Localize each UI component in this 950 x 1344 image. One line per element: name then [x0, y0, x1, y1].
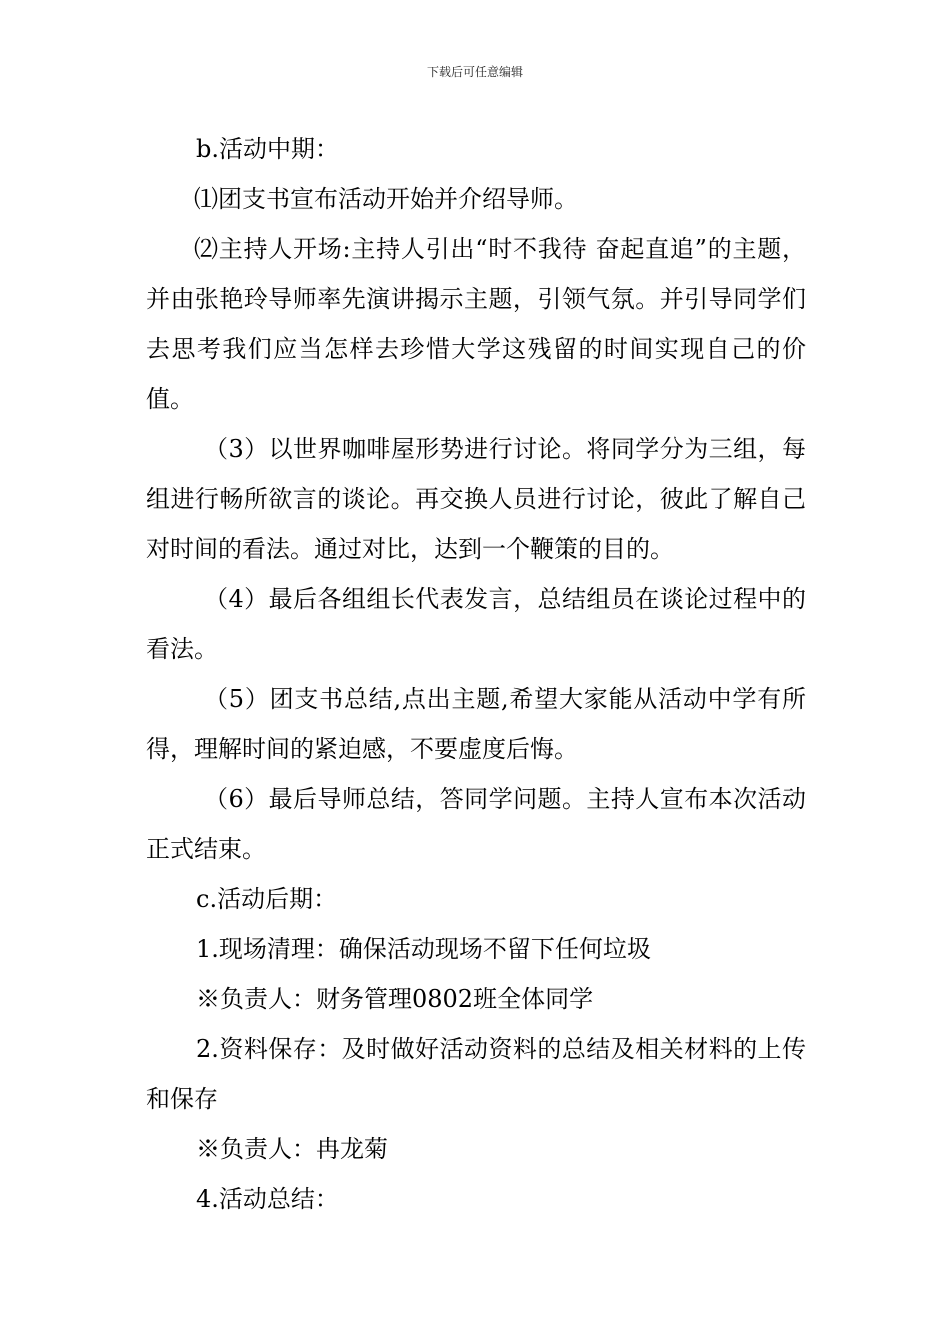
paragraph-item-1: ⑴团支书宣布活动开始并介绍导师。: [194, 185, 578, 213]
paragraph-item-4: （4）最后各组组长代表发言，总结组员在谈论过程中的看法。: [146, 585, 806, 663]
paragraph-cleanup: 1.现场清理：确保活动现场不留下任何垃圾: [196, 935, 651, 963]
paragraph-item-3: （3）以世界咖啡屋形势进行讨论。将同学分为三组，每组进行畅所欲言的谈论。再交换人员进行讨论，彼此了解自己对时间的看法。通过对比，达到一个鞭策的目的。: [146, 435, 806, 563]
paragraph-item-5: （5）团支书总结,点出主题,希望大家能从活动中学有所得，理解时间的紧迫感，不要虚度后悔。: [146, 685, 806, 763]
paragraph-archive: 2.资料保存：及时做好活动资料的总结及相关材料的上传和保存: [146, 1035, 806, 1113]
page-header: 下载后可任意编辑: [426, 65, 523, 79]
paragraph-item-6: （6）最后导师总结，答同学问题。主持人宣布本次活动正式结束。: [146, 785, 806, 863]
paragraph-archive-owner: ※负责人：冉龙菊: [196, 1135, 388, 1163]
paragraph-summary-heading: 4.活动总结：: [196, 1185, 339, 1213]
paragraph-cleanup-owner: ※负责人：财务管理0802班全体同学: [196, 985, 594, 1013]
section-heading-late: c.活动后期：: [196, 885, 338, 913]
paragraph-item-2: ⑵主持人开场:主持人引出“时不我待 奋起直追”的主题，并由张艳玲导师率先演讲揭示主题，引领气氛。并引导同学们去思考我们应当怎样去珍惜大学这残留的时间实现自己的价值。: [146, 235, 806, 413]
section-heading-mid: b.活动中期：: [196, 135, 339, 163]
document-body: [146, 124, 806, 1224]
